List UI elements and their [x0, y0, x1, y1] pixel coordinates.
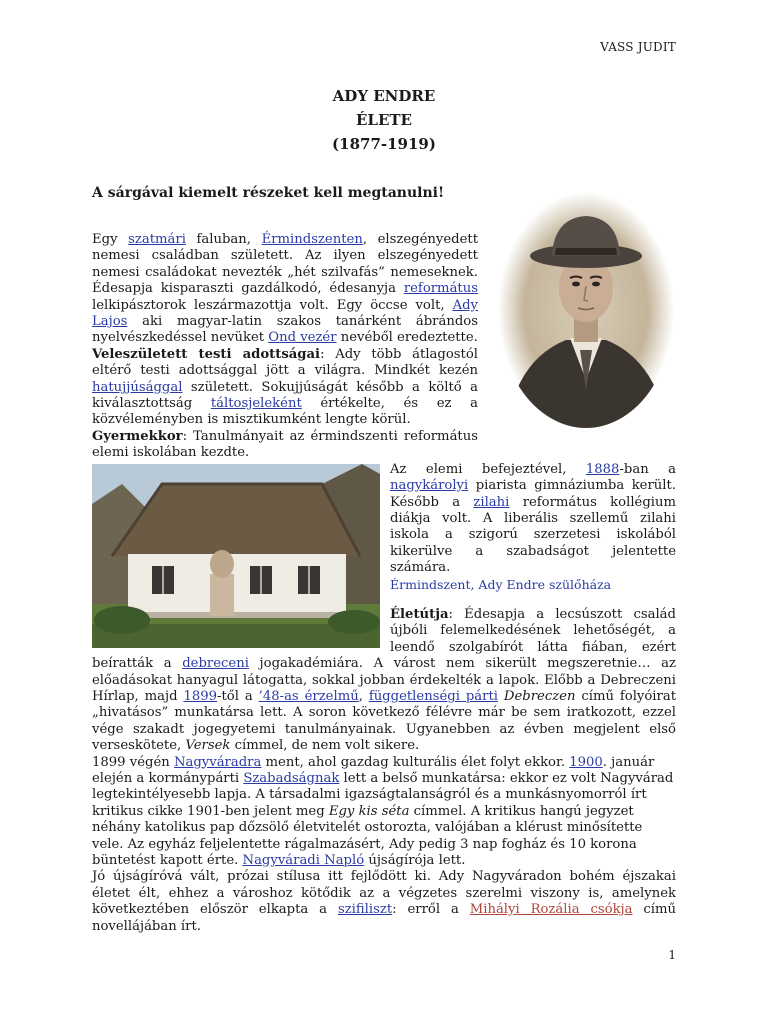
- term-career: Életútja: [390, 606, 449, 622]
- title-name: ADY ENDRE: [332, 87, 436, 105]
- text-span: értékelte, és ez a közvéleményben is misztikumként lengte körül.: [92, 396, 478, 428]
- paragraph-journalism: [92, 869, 676, 935]
- link-taltosjel[interactable]: táltosjeleként: [210, 396, 302, 412]
- link-hatujjusag[interactable]: hatujjúsággal: [92, 379, 183, 395]
- link-1900[interactable]: 1900: [569, 754, 603, 770]
- link-nagyvarad[interactable]: Nagyváradra: [173, 754, 262, 770]
- italic-debreczen: Debreczen: [503, 688, 576, 704]
- birth-house-image: [92, 464, 380, 648]
- title-block: [0, 84, 768, 156]
- link-szabadsag[interactable]: Szabadságnak: [243, 771, 340, 786]
- link-zilahi[interactable]: zilahi: [473, 494, 510, 510]
- text-span: Egy: [92, 232, 129, 247]
- text-span: aki magyar-latin szakos tanárként ábrándos nyelvészkedéssel nevüket: [92, 314, 478, 346]
- ady-portrait-image: [496, 190, 676, 430]
- text-span: : Tanulmányait az érmindszenti református elemi iskolában kezdte.: [92, 428, 478, 461]
- text-span: : erről a: [392, 902, 470, 918]
- text-span: : Édesapja a lecsúszott család újbóli felemelkedésének lehetőségét, a leendő szolgabírót látta fiában, ezért beíratták a: [92, 606, 676, 672]
- text-span: címmel, de nem volt sikere.: [230, 738, 420, 754]
- link-debreceni[interactable]: debreceni: [182, 656, 249, 672]
- link-ady-lajos[interactable]: Ady Lajos: [92, 297, 478, 330]
- text-span: újságírója lett.: [364, 853, 466, 869]
- term-physical-traits: Veleszületett testi adottságai: [92, 346, 321, 362]
- text-span: lelkipásztorok leszármazottja volt. Egy öccse volt,: [92, 297, 453, 313]
- text-span: jogakadémiára. A várost nem sikerült megszeretnie… az előadásokat hanyagul látogatta, sokkal jobban érdekelték a lapok. Előbb a Debreczeni Hírlap, majd: [92, 656, 676, 704]
- text-span: címmel. A kritikus hangú jegyzet néhány katolikus pap dőzsölő életvitelét ostorozta, valójában a klérust minősítette vele. Az egyház feljelentette rágalmazásért, Ady pedig 3 nap fogház és 10 korona büntetést kapott érte.: [92, 803, 643, 869]
- text-span: Az elemi befejeztével,: [390, 461, 586, 477]
- paragraph-childhood-intro: [92, 429, 676, 462]
- text-span: Jó újságíróvá vált, prózai stílusa itt fejlődött ki. Ady Nagyváradon bohém éjszakai életet élt, ehhez a városhoz kötődik az a végzetes szerelmi viszony is, amelynek következtében először elkapta a: [92, 869, 676, 918]
- text-span: faluban,: [185, 232, 262, 247]
- text-span: született. Sokujjúságát később a költő a kiválasztottság: [92, 379, 478, 412]
- text-span: ,: [358, 688, 369, 704]
- text-span: lett a belső munkatársa: ekkor ez volt Nagyvárad legtekintélyesebb lapja. A társadalmi igazságtalanságról és a munkásnyomorról írt kritikus cikke 1901-ben jelent meg: [92, 771, 674, 819]
- link-ond-vezer[interactable]: Ond vezér: [268, 330, 337, 346]
- title-subtitle: ÉLETE: [355, 111, 412, 129]
- text-span: -ban a: [619, 461, 676, 477]
- paragraph-nagyvarad: [92, 755, 676, 870]
- link-48-as[interactable]: ’48-as érzelmű: [258, 688, 359, 704]
- link-szifilisz[interactable]: szifiliszt: [337, 902, 393, 918]
- link-fuggetlensegi[interactable]: függetlenségi párti: [368, 688, 498, 704]
- study-notice: A sárgával kiemelt részeket kell megtanulni!: [92, 185, 445, 201]
- title-years: (1877-1919): [332, 135, 436, 153]
- link-mihalyi-rozalia[interactable]: Mihályi Rozália csókja: [469, 902, 633, 918]
- text-span: nevéből eredeztette.: [336, 330, 478, 346]
- term-childhood: Gyermekkor: [92, 428, 183, 444]
- link-nagyvaradi-naplo[interactable]: Nagyváradi Napló: [242, 853, 365, 869]
- link-1899[interactable]: 1899: [183, 688, 218, 704]
- birth-house-caption: Érmindszent, Ady Endre szülőháza: [390, 576, 612, 592]
- link-reformatus[interactable]: református: [403, 281, 478, 297]
- author-header: VASS JUDIT: [600, 40, 676, 54]
- link-ermindszent[interactable]: Érmindszenten: [261, 232, 363, 247]
- text-span: , elszegényedett nemesi családban született. Az ilyen elszegényedett nemesi családokat nevezték „hét szilvafás” nemeseknek. Édesapja kisparaszti gazdálkodó, édesanyja: [92, 232, 479, 297]
- text-span: : Ady több átlagostól eltérő testi adottsággal jött a világra. Mindkét kezén: [92, 346, 479, 379]
- text-span: piarista gimnáziumba került. Később a: [390, 478, 676, 510]
- link-1888[interactable]: 1888: [585, 461, 620, 477]
- text-span: című novellájában írt.: [92, 902, 677, 934]
- text-span: 1899 végén: [92, 754, 174, 770]
- italic-versek: Versek: [185, 738, 231, 754]
- link-nagykarolyi[interactable]: nagykárolyi: [390, 478, 469, 494]
- page-number: 1: [668, 948, 676, 962]
- document-body: [92, 232, 676, 935]
- text-span: ment, ahol gazdag kulturális élet folyt ekkor.: [261, 754, 570, 770]
- text-span: -től a: [217, 688, 259, 704]
- text-span: című folyóirat „hivatásos” munkatársa lett. A soron következő félévre már be sem iratkozott, ezzel vége szakadt jogegyetemi tanulmányainak. Ugyanebben az évben megjelent első verseskötete,: [92, 688, 676, 754]
- text-span: református kollégium diákja volt. A liberális szellemű zilahi iskola a szigorú szerzetesi iskolából kikerülve a szabadságot jelentette számára.: [390, 494, 677, 576]
- link-szatmari[interactable]: szatmári: [128, 232, 186, 247]
- text-span: . január elején a kormánypárti: [92, 754, 655, 786]
- italic-egy-kis-seta: Egy kis séta: [328, 803, 410, 819]
